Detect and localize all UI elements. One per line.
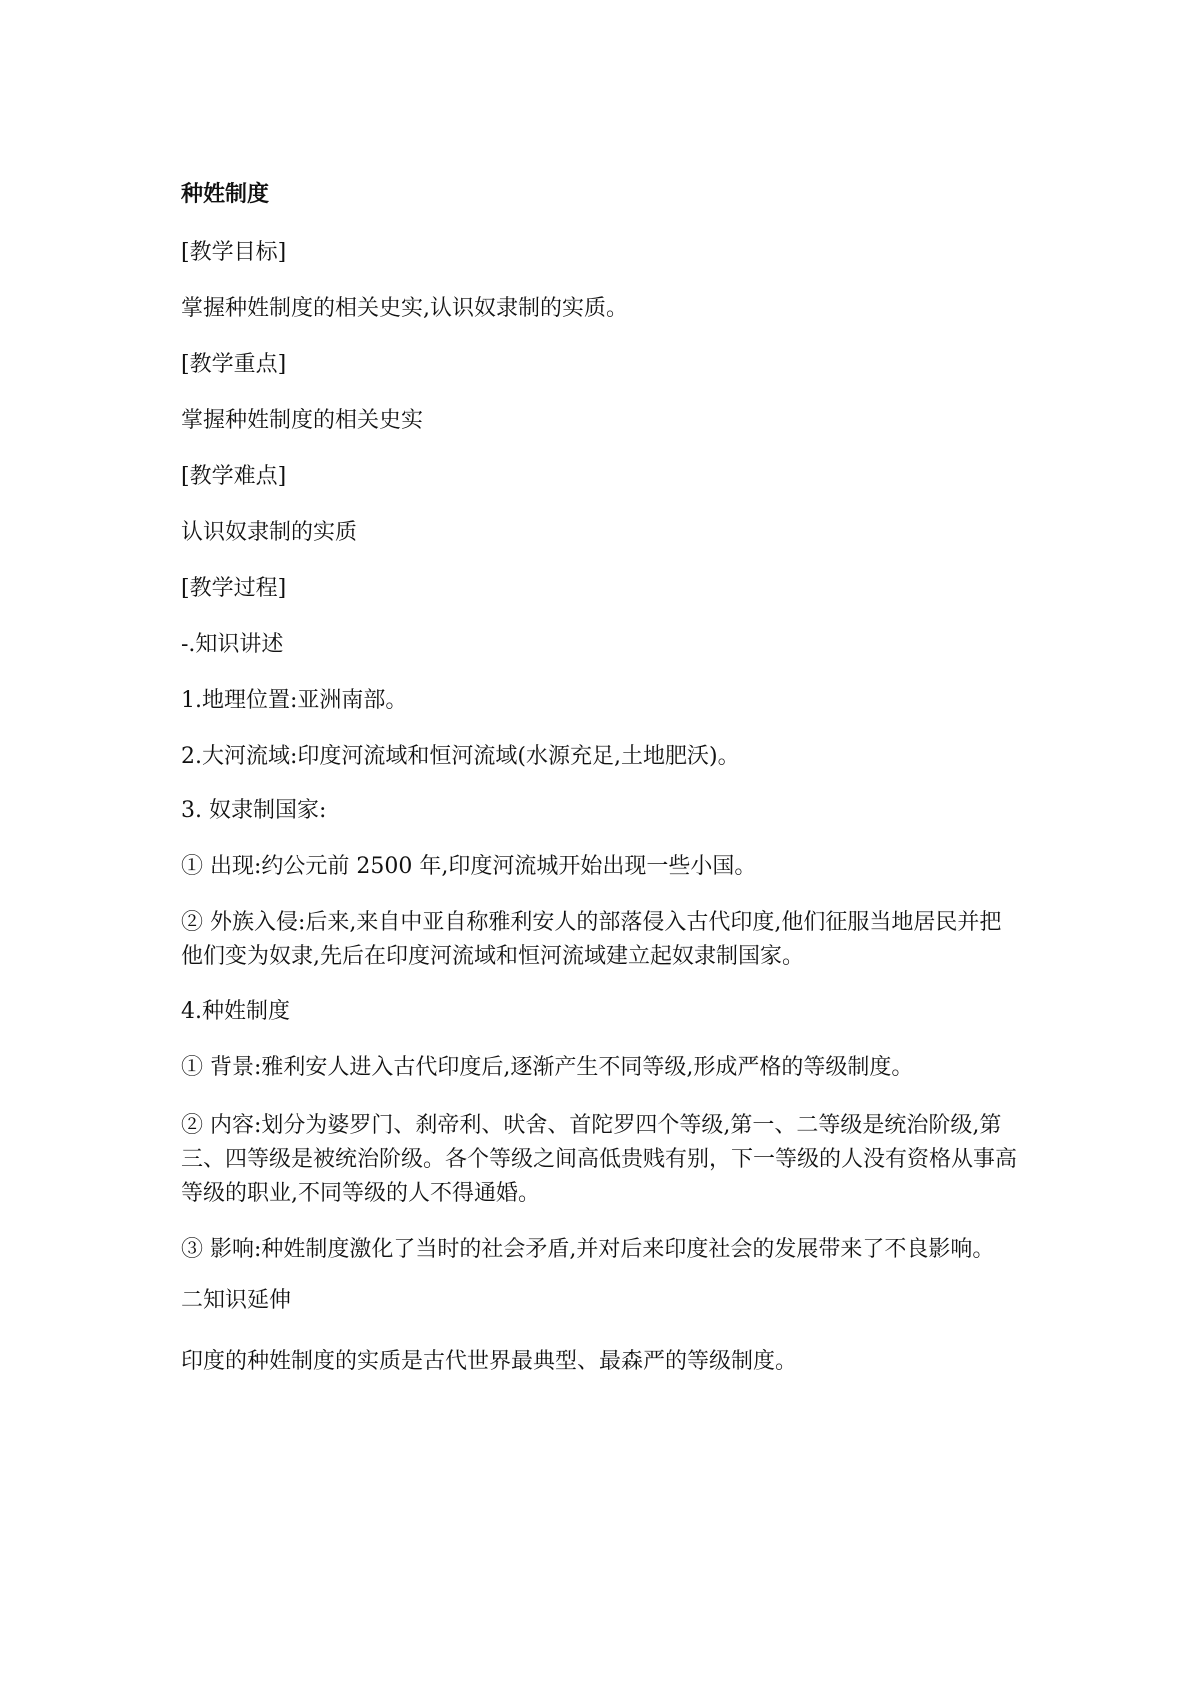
section-knowledge-extension: 二知识延伸 xyxy=(181,1288,292,1313)
subitem-invasion: ② 外族入侵:后来,来自中亚自称雅利安人的部落侵入古代印度,他们征服当地居民并把他们变为奴隶,先后在印度河流域和恒河流域建立起奴隶制国家。 xyxy=(181,910,1002,969)
focus-text: 掌握种姓制度的相关史实 xyxy=(181,408,424,433)
heading-teaching-difficulty: [教学难点] xyxy=(181,464,287,489)
item-caste-system: 4.种姓制度 xyxy=(181,999,290,1024)
subitem-impact: ③ 影响:种姓制度激化了当时的社会矛盾,并对后来印度社会的发展带来了不良影响。 xyxy=(181,1237,995,1262)
subitem-emergence: ① 出现:约公元前 2500 年,印度河流城开始出现一些小国。 xyxy=(181,854,757,879)
item-geography: 1.地理位置:亚洲南部。 xyxy=(181,688,408,713)
heading-teaching-process: [教学过程] xyxy=(181,576,287,601)
item-slave-state: 3. 奴隶制国家: xyxy=(181,798,327,823)
heading-teaching-focus: [教学重点] xyxy=(181,352,287,377)
subitem-content: ② 内容:划分为婆罗门、刹帝利、吠舍、首陀罗四个等级,第一、二等级是统治阶级,第三、四等级是被统治阶级。各个等级之间高低贵贱有别，下一等级的人没有资格从事高等级的职业,不同等级的人不得通婚。 xyxy=(181,1113,1018,1206)
extension-text: 印度的种姓制度的实质是古代世界最典型、最森严的等级制度。 xyxy=(181,1349,798,1374)
subitem-background: ① 背景:雅利安人进入古代印度后,逐渐产生不同等级,形成严格的等级制度。 xyxy=(181,1055,914,1080)
heading-teaching-objective: [教学目标] xyxy=(181,240,287,265)
document-title: 种姓制度 xyxy=(181,182,270,207)
section-knowledge-explanation: -.知识讲述 xyxy=(181,632,284,657)
difficulty-text: 认识奴隶制的实质 xyxy=(181,520,358,545)
objective-text: 掌握种姓制度的相关史实,认识奴隶制的实质。 xyxy=(181,296,628,321)
item-river-basins: 2.大河流域:印度河流域和恒河流域(水源充足,土地肥沃)。 xyxy=(181,744,740,769)
